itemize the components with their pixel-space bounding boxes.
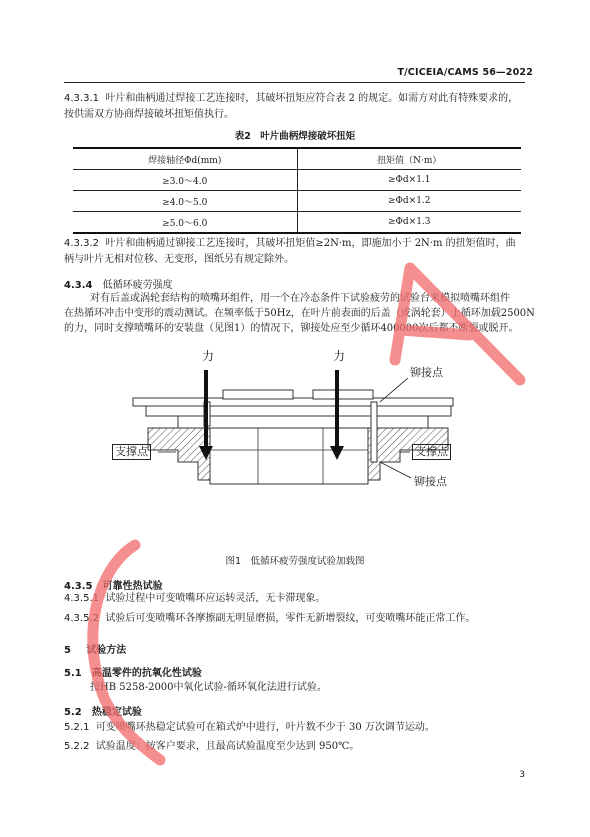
figure-caption: 图1 低循环疲劳强度试验加载图	[225, 556, 365, 567]
para-522	[64, 739, 359, 755]
clause-title: 试验方法	[86, 645, 127, 656]
table-cell: ≥Φd×1.3	[297, 212, 521, 234]
clause-text: 试验后可变喷嘴环各摩擦副无明显磨损，零件无新增裂纹，可变喷嘴环能正常工作。	[105, 613, 476, 624]
para-4332-line1	[64, 236, 516, 252]
document-id: T/CICEIA/CAMS 56—2022	[397, 67, 533, 78]
clause-title: 低循环疲劳强度	[102, 280, 173, 291]
para-4332-line2: 柄与叶片无相对位移、无变形，图纸另有规定除外。	[64, 254, 294, 265]
clause-number: 4.3.5	[64, 581, 93, 592]
para-4352	[64, 611, 475, 627]
top-block	[313, 390, 373, 399]
leader-rivet-bottom	[380, 462, 411, 478]
para-434-line3: 的力，同时支撑喷嘴环的安装盘（见图1）的情况下，铆接处应至少循环400000次后都不断裂或脱开。	[64, 323, 519, 334]
rivet-label-top: 铆接点	[410, 366, 443, 379]
clause-number: 4.3.3.1	[64, 93, 99, 104]
clause-text: 试验温度：按客户要求，且最高试验温度至少达到 950℃。	[95, 741, 360, 752]
clause-number: 5.1	[64, 668, 82, 679]
rivet-stud	[371, 402, 377, 462]
clause-number: 4.3.5.2	[64, 613, 99, 624]
para-434-line2: 在热循环冲击中变形的震动测试。在频率低于50Hz，在叶片前表面的后盖（或涡轮套）上循环加载2500N	[64, 308, 535, 319]
clause-number: 4.3.4	[64, 280, 93, 291]
force-label-right: 力	[333, 349, 346, 363]
table-row	[73, 212, 521, 234]
support-label-right: 支撑点	[412, 444, 451, 460]
table-row	[73, 170, 521, 191]
table-cell: ≥3.0～4.0	[73, 170, 297, 191]
heading-52	[64, 700, 142, 719]
clause-title: 可靠性热试验	[102, 581, 163, 592]
table-header-cell: 扭矩值（N·m）	[297, 148, 521, 170]
clause-text: 叶片和曲柄通过铆接工艺连接时，其破坏扭矩值≥2N·m，即施加小于 2N·m 的扭矩值时，曲	[105, 238, 516, 249]
page-number: 3	[519, 770, 525, 780]
table-cell: ≥4.0～5.0	[73, 191, 297, 212]
heading-5	[64, 638, 126, 657]
para-4331-line2: 按供需双方协商焊接破坏扭矩值执行。	[64, 109, 234, 120]
clause-title: 热稳定试验	[91, 707, 142, 718]
table-cell: ≥Φd×1.1	[297, 170, 521, 191]
nozzle-ring	[146, 406, 451, 416]
table-row	[73, 191, 521, 212]
para-4351	[64, 591, 325, 607]
center-bore	[210, 428, 368, 484]
torque-table	[73, 147, 521, 234]
para-434-line1: 对有后盖或涡轮套结构的喷嘴环组件，用一个在冷态条件下试验疲劳的试验台来模拟喷嘴环组件	[90, 293, 510, 304]
support-label-left: 支撑点	[112, 444, 151, 460]
para-51: 按HB 5258-2000中氧化试验-循环氧化法进行试验。	[90, 682, 327, 693]
clause-text: 试验过程中可变喷嘴环应运转灵活，无卡滞现象。	[105, 593, 326, 604]
clause-number: 5.2.1	[64, 722, 90, 733]
clause-number: 4.3.5.1	[64, 593, 99, 604]
clause-number: 5.2.2	[64, 741, 90, 752]
table-header-cell: 焊接轴径Φd(mm)	[73, 148, 297, 170]
housing-left	[148, 428, 210, 480]
table-cell: ≥5.0～6.0	[73, 212, 297, 234]
clause-text: 可变喷嘴环热稳定试验可在箱式炉中进行，叶片数不少于 30 万次调节运动。	[95, 722, 435, 733]
header-rule	[64, 82, 525, 83]
top-block	[223, 390, 293, 399]
figure-1	[115, 349, 488, 540]
table-header-row	[73, 148, 521, 170]
table-caption: 表2 叶片曲柄焊接破坏扭矩	[234, 131, 356, 142]
clause-title: 高温零件的抗氧化性试验	[91, 668, 202, 679]
heading-51	[64, 661, 202, 680]
para-521	[64, 720, 435, 736]
inner-ring	[178, 416, 428, 428]
para-4331-line1	[64, 91, 518, 107]
rivet-label-bottom: 铆接点	[414, 475, 447, 488]
force-label-left: 力	[202, 349, 215, 363]
clause-text: 叶片和曲柄通过焊接工艺连接时，其破坏扭矩应符合表 2 的规定。如需方对此有特殊要求的，	[105, 93, 519, 104]
clause-number: 4.3.3.2	[64, 238, 99, 249]
clause-number: 5	[64, 645, 71, 656]
heading-434	[64, 273, 173, 292]
clause-number: 5.2	[64, 707, 82, 718]
table-cell: ≥Φd×1.2	[297, 191, 521, 212]
